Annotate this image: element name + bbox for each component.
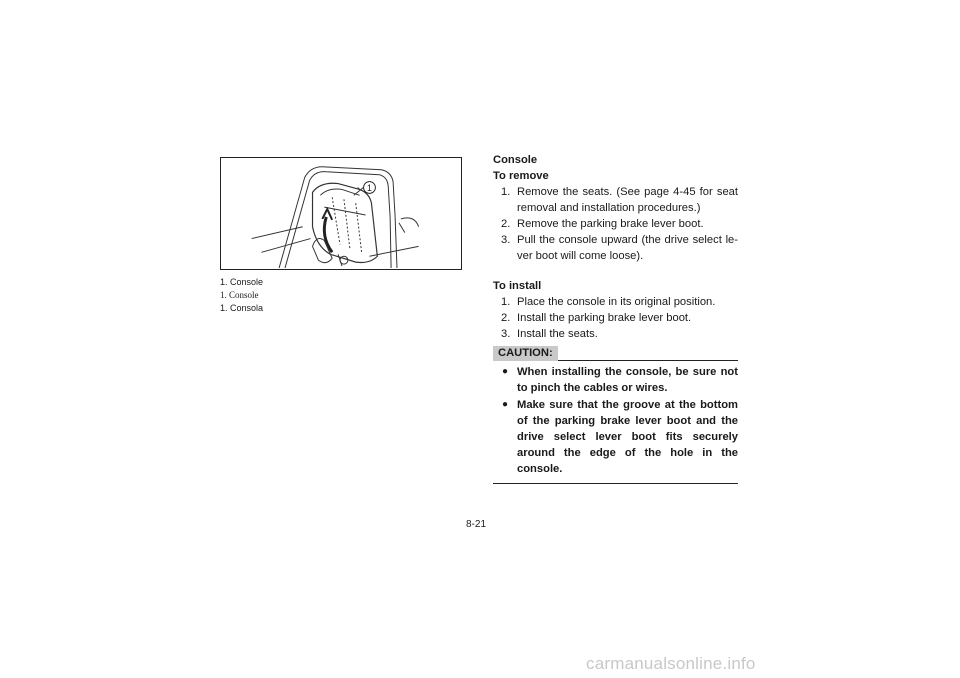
install-step xyxy=(493,326,738,342)
step-number: 3. xyxy=(501,234,511,246)
callout-number: 1 xyxy=(367,182,372,193)
step-text: Remove the seats. (See page 4-45 for seat removal and installation procedures.) xyxy=(517,186,738,214)
figure-captions xyxy=(220,276,263,315)
remove-step xyxy=(493,232,738,264)
step-number: 1. xyxy=(501,186,511,198)
caution-rule xyxy=(558,360,738,361)
instruction-column xyxy=(493,152,738,484)
caution-text: When installing the console, be sure not to pinch the cables or wires. xyxy=(517,366,738,394)
console-illustration xyxy=(220,157,462,270)
install-heading: To install xyxy=(493,280,542,292)
caution-item xyxy=(493,364,738,396)
section-title: Console xyxy=(493,154,538,166)
step-number: 3. xyxy=(501,328,511,340)
bullet-icon: ● xyxy=(502,366,509,377)
remove-step xyxy=(493,184,738,216)
console-drawing xyxy=(221,158,461,269)
caution-item xyxy=(493,397,738,477)
caution-header xyxy=(493,346,738,363)
step-text: Place the console in its original position. xyxy=(517,296,716,308)
caption-french: 1. Console xyxy=(220,290,259,300)
install-step xyxy=(493,294,738,310)
step-text: Install the seats. xyxy=(517,328,598,340)
watermark: carmanualsonline.info xyxy=(586,654,756,673)
caption-english: 1. Console xyxy=(220,277,264,287)
caution-label: CAUTION: xyxy=(493,346,558,361)
remove-step xyxy=(493,216,738,232)
step-text: Remove the parking brake lever boot. xyxy=(517,218,704,230)
install-step xyxy=(493,310,738,326)
caption-spanish: 1. Consola xyxy=(220,303,264,313)
bullet-icon: ● xyxy=(502,399,509,410)
step-number: 2. xyxy=(501,218,511,230)
step-number: 2. xyxy=(501,312,511,324)
page-number: 8-21 xyxy=(466,519,487,530)
step-text: Pull the console upward (the drive select le-ver boot will come loose). xyxy=(517,234,738,262)
caution-end-rule xyxy=(493,483,738,484)
remove-heading: To remove xyxy=(493,170,549,182)
step-text: Install the parking brake lever boot. xyxy=(517,312,692,324)
step-number: 1. xyxy=(501,296,511,308)
caution-text: Make sure that the groove at the bottom of the parking brake lever boot and the drive select lever boot fits securely around the edge of the hole in the console. xyxy=(517,399,738,475)
